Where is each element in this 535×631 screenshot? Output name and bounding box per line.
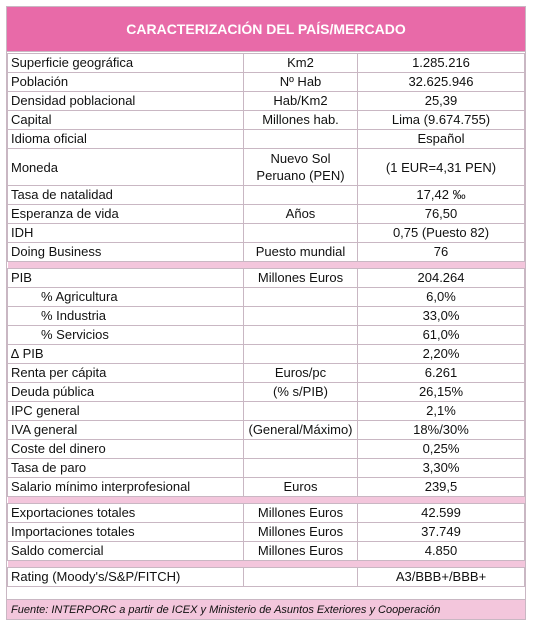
row-label: Tasa de paro xyxy=(8,459,244,478)
row-value: 204.264 xyxy=(358,269,525,288)
row-unit xyxy=(244,345,358,364)
row-unit: Nº Hab xyxy=(244,73,358,92)
row-label: % Industria xyxy=(8,307,244,326)
row-unit xyxy=(244,186,358,205)
row-label: Idioma oficial xyxy=(8,130,244,149)
row-label: Exportaciones totales xyxy=(8,504,244,523)
table-row xyxy=(8,364,525,383)
row-label: IVA general xyxy=(8,421,244,440)
row-value: 3,30% xyxy=(358,459,525,478)
row-unit xyxy=(244,224,358,243)
row-value: (1 EUR=4,31 PEN) xyxy=(358,149,525,186)
table-row xyxy=(8,504,525,523)
table-row xyxy=(8,478,525,497)
table-row xyxy=(8,111,525,130)
table-row xyxy=(8,459,525,478)
row-value: A3/BBB+/BBB+ xyxy=(358,568,525,587)
table-row xyxy=(8,149,525,186)
row-unit: Millones Euros xyxy=(244,523,358,542)
table-title: CARACTERIZACIÓN DEL PAÍS/MERCADO xyxy=(7,7,525,52)
table-row xyxy=(8,73,525,92)
row-value: 0,25% xyxy=(358,440,525,459)
table-row xyxy=(8,243,525,262)
row-unit xyxy=(244,326,358,345)
row-unit xyxy=(244,440,358,459)
row-unit: (% s/PIB) xyxy=(244,383,358,402)
row-value: 61,0% xyxy=(358,326,525,345)
row-value: 0,75 (Puesto 82) xyxy=(358,224,525,243)
row-label: Doing Business xyxy=(8,243,244,262)
table-row xyxy=(8,130,525,149)
row-value: 2,20% xyxy=(358,345,525,364)
table-row xyxy=(8,205,525,224)
table-row xyxy=(8,186,525,205)
row-label: Superficie geográfica xyxy=(8,54,244,73)
row-label: Densidad poblacional xyxy=(8,92,244,111)
row-value: 25,39 xyxy=(358,92,525,111)
row-value: 37.749 xyxy=(358,523,525,542)
row-unit xyxy=(244,568,358,587)
row-value: 32.625.946 xyxy=(358,73,525,92)
row-unit xyxy=(244,307,358,326)
row-value: 239,5 xyxy=(358,478,525,497)
row-value: 2,1% xyxy=(358,402,525,421)
source-footnote: Fuente: INTERPORC a partir de ICEX y Ministerio de Asuntos Exteriores y Cooperación xyxy=(7,599,525,619)
table-row xyxy=(8,523,525,542)
data-table xyxy=(7,53,525,587)
row-value: 6,0% xyxy=(358,288,525,307)
row-value: 17,42 ‰ xyxy=(358,186,525,205)
row-value: 1.285.216 xyxy=(358,54,525,73)
table-row xyxy=(8,54,525,73)
table-row xyxy=(8,92,525,111)
table-row xyxy=(8,345,525,364)
table-row xyxy=(8,224,525,243)
row-label: Salario mínimo interprofesional xyxy=(8,478,244,497)
table-row xyxy=(8,383,525,402)
table-row xyxy=(8,288,525,307)
table-row xyxy=(8,542,525,561)
table-row xyxy=(8,568,525,587)
row-value: Español xyxy=(358,130,525,149)
row-label: Saldo comercial xyxy=(8,542,244,561)
table-row xyxy=(8,326,525,345)
row-value: 76,50 xyxy=(358,205,525,224)
row-unit xyxy=(244,130,358,149)
row-label: Coste del dinero xyxy=(8,440,244,459)
country-table-panel xyxy=(6,6,526,620)
row-value: 42.599 xyxy=(358,504,525,523)
row-unit xyxy=(244,288,358,307)
row-unit xyxy=(244,402,358,421)
table-row xyxy=(8,269,525,288)
row-label: IPC general xyxy=(8,402,244,421)
section-separator xyxy=(8,561,525,568)
row-value: 26,15% xyxy=(358,383,525,402)
row-label: % Servicios xyxy=(8,326,244,345)
row-label: PIB xyxy=(8,269,244,288)
section-separator xyxy=(8,497,525,504)
row-unit: (General/Máximo) xyxy=(244,421,358,440)
row-unit: Años xyxy=(244,205,358,224)
row-label: Esperanza de vida xyxy=(8,205,244,224)
row-unit xyxy=(244,459,358,478)
row-unit: Nuevo Sol Peruano (PEN) xyxy=(244,149,358,186)
row-label: Capital xyxy=(8,111,244,130)
row-label: % Agricultura xyxy=(8,288,244,307)
row-unit: Puesto mundial xyxy=(244,243,358,262)
table-row xyxy=(8,402,525,421)
row-value: Lima (9.674.755) xyxy=(358,111,525,130)
row-unit: Km2 xyxy=(244,54,358,73)
row-label: Tasa de natalidad xyxy=(8,186,244,205)
row-label: Rating (Moody's/S&P/FITCH) xyxy=(8,568,244,587)
table-row xyxy=(8,307,525,326)
row-label: Deuda pública xyxy=(8,383,244,402)
section-separator xyxy=(8,262,525,269)
row-unit: Hab/Km2 xyxy=(244,92,358,111)
row-unit: Millones Euros xyxy=(244,542,358,561)
row-label: Importaciones totales xyxy=(8,523,244,542)
table-row xyxy=(8,421,525,440)
row-unit: Millones Euros xyxy=(244,269,358,288)
row-label: Renta per cápita xyxy=(8,364,244,383)
table-row xyxy=(8,440,525,459)
row-value: 18%/30% xyxy=(358,421,525,440)
row-value: 76 xyxy=(358,243,525,262)
row-unit: Millones Euros xyxy=(244,504,358,523)
row-unit: Euros xyxy=(244,478,358,497)
row-value: 4.850 xyxy=(358,542,525,561)
row-label: IDH xyxy=(8,224,244,243)
row-value: 6.261 xyxy=(358,364,525,383)
row-label: ∆ PIB xyxy=(8,345,244,364)
row-label: Población xyxy=(8,73,244,92)
row-unit: Euros/pc xyxy=(244,364,358,383)
row-value: 33,0% xyxy=(358,307,525,326)
row-unit: Millones hab. xyxy=(244,111,358,130)
row-label: Moneda xyxy=(8,149,244,186)
